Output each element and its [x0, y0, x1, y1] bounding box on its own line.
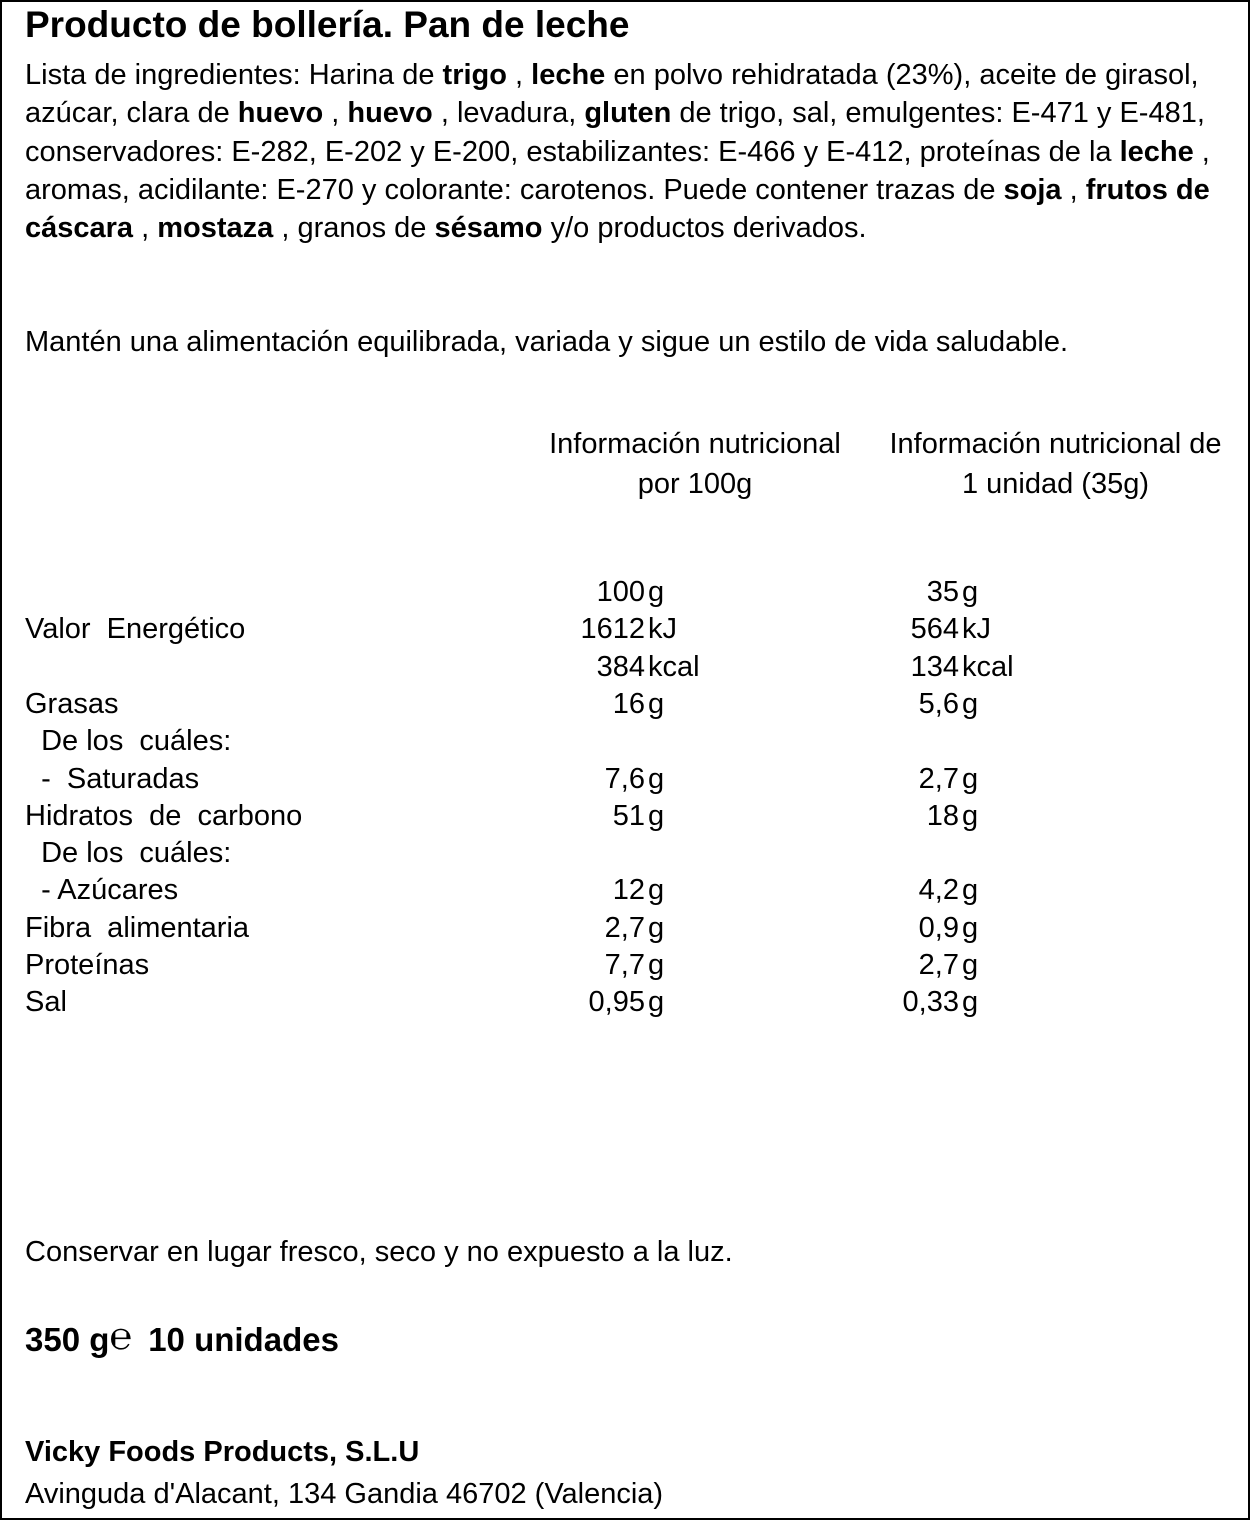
storage-instructions: Conservar en lugar fresco, seco y no expuesto a la luz. [25, 1236, 733, 1268]
value-per-unit [769, 912, 978, 945]
value-per-unit-unit: g [962, 687, 979, 720]
nutrient-label: Valor Energético [25, 613, 246, 646]
value-per-unit [769, 763, 978, 796]
value-per-100g-number: 2,7 [604, 911, 645, 944]
value-per-unit [769, 725, 962, 758]
nutrition-header-per-100g [530, 424, 860, 504]
health-tagline: Mantén una alimentación equilibrada, variada y sigue un estilo de vida saludable. [25, 326, 1069, 358]
value-per-100g-number: 0,95 [588, 986, 645, 1019]
value-per-unit-unit: kcal [962, 650, 1014, 683]
value-per-unit [769, 986, 978, 1019]
allergen: huevo [237, 97, 324, 130]
nutrient-label: De los cuáles: [25, 837, 232, 870]
value-per-100g-unit: g [648, 576, 665, 608]
ingredients-text: y/o productos derivados. [542, 212, 867, 245]
allergen: trigo [442, 59, 507, 91]
value-per-unit-number: 18 [926, 799, 959, 832]
ingredients-text: , [133, 212, 158, 245]
value-per-100g [455, 800, 664, 833]
value-per-100g [455, 576, 664, 609]
value-per-100g-number: 16 [612, 687, 645, 720]
value-per-unit-unit: g [962, 799, 979, 832]
nutrition-header-per-100g-line2: por 100g [637, 468, 753, 500]
allergen: soja [1003, 173, 1062, 206]
allergen: leche [531, 59, 606, 91]
value-per-unit-number: 2,7 [918, 949, 959, 981]
allergen: mostaza [157, 212, 274, 245]
nutrition-header-per-unit [868, 424, 1243, 504]
value-per-unit-unit: g [962, 762, 979, 795]
ingredients-text: , levadura, [432, 97, 585, 130]
value-per-unit [769, 613, 991, 646]
nutrient-label: Hidratos de carbono [25, 799, 303, 832]
allergen: huevo [347, 97, 433, 130]
value-per-100g-unit: g [648, 911, 665, 944]
ingredients-text: Lista de ingredientes: Harina de [25, 59, 443, 91]
value-per-unit-unit: g [962, 911, 979, 944]
value-per-100g [455, 725, 648, 758]
value-per-100g-number: 7,6 [604, 762, 645, 795]
nutrient-label: De los cuáles: [25, 725, 232, 758]
value-per-100g-number: 384 [596, 650, 645, 683]
value-per-100g-unit: kcal [648, 650, 700, 683]
value-per-100g [455, 874, 664, 907]
value-per-unit [769, 837, 962, 870]
net-weight [25, 1316, 339, 1361]
value-per-unit-number: 0,9 [918, 911, 959, 944]
value-per-unit-unit: g [962, 576, 979, 608]
value-per-unit [769, 874, 978, 907]
value-per-unit-number: 134 [910, 650, 959, 683]
company-name: Vicky Foods Products, S.L.U [25, 1436, 420, 1468]
value-per-100g-unit: g [648, 874, 665, 907]
value-per-unit-unit: kJ [962, 613, 991, 646]
allergen: sésamo [434, 212, 543, 245]
nutrient-label: Proteínas [25, 949, 150, 981]
value-per-unit [769, 576, 978, 609]
value-per-unit [769, 800, 978, 833]
value-per-100g-unit: g [648, 687, 665, 720]
nutrient-label: Fibra alimentaria [25, 911, 250, 944]
unit-count: 10 unidades [148, 1321, 339, 1358]
value-per-100g [455, 763, 664, 796]
value-per-100g [455, 688, 664, 721]
value-per-100g [455, 986, 664, 1019]
value-per-100g-number: 12 [612, 874, 645, 907]
value-per-unit-unit: g [962, 949, 979, 981]
value-per-100g [455, 613, 677, 646]
nutrient-label: Sal [25, 986, 67, 1019]
value-per-100g-unit: g [648, 986, 665, 1019]
allergen: gluten [584, 97, 672, 130]
value-per-unit [769, 651, 1014, 684]
allergen: frutos de cáscara [25, 173, 1210, 245]
company-address: Avinguda d'Alacant, 134 Gandia 46702 (Valencia) [25, 1478, 664, 1510]
value-per-100g-unit: kJ [648, 613, 677, 646]
value-per-100g [455, 651, 700, 684]
value-per-unit-number: 5,6 [918, 687, 959, 720]
value-per-unit-unit: g [962, 986, 979, 1019]
allergen: leche [1119, 135, 1194, 168]
value-per-unit [769, 688, 978, 721]
value-per-100g-number: 100 [596, 576, 645, 608]
value-per-100g-unit: g [648, 949, 665, 981]
value-per-100g-unit: g [648, 799, 665, 832]
value-per-100g [455, 912, 664, 945]
ingredients-text: en polvo rehidratada (23%), aceite de girasol, azúcar, clara de [25, 59, 1199, 130]
ingredients-text: , [506, 59, 532, 91]
nutrition-header-per-unit-line1: Información nutricional de [889, 428, 1222, 460]
ingredients-text: , [323, 97, 348, 130]
value-per-100g-number: 51 [612, 799, 645, 832]
value-per-100g-unit: g [648, 762, 665, 795]
value-per-100g [455, 837, 648, 870]
ingredients-text: , aromas, acidilante: E-270 y colorante: carotenos. Puede contener trazas de [25, 135, 1210, 206]
value-per-unit-unit: g [962, 874, 979, 907]
ingredients-text: , [1061, 173, 1086, 206]
net-weight-value: 350 g [25, 1321, 110, 1358]
value-per-unit-number: 2,7 [918, 762, 959, 795]
value-per-unit-number: 4,2 [918, 874, 959, 907]
product-title: Producto de bollería. Pan de leche [25, 4, 630, 45]
value-per-unit-number: 564 [910, 613, 959, 646]
nutrition-header-per-100g-line1: Información nutricional [549, 428, 841, 460]
estimated-sign-icon: ℮ [109, 1314, 133, 1358]
value-per-100g [455, 949, 664, 982]
value-per-unit [769, 949, 978, 982]
value-per-100g-number: 7,7 [604, 949, 645, 981]
nutrient-label: - Saturadas [25, 762, 200, 795]
value-per-100g-number: 1612 [580, 613, 645, 646]
ingredients-text: de trigo, sal, emulgentes: E-471 y E-481, conservadores: E-282, E-202 y E-200, estabilizantes: E-466 y E-412, proteínas de la [25, 97, 1205, 168]
ingredients-text: , granos de [273, 212, 435, 245]
nutrition-header-per-unit-line2: 1 unidad (35g) [961, 468, 1150, 500]
value-per-unit-number: 35 [926, 576, 959, 608]
value-per-unit-number: 0,33 [902, 986, 959, 1019]
ingredients-list [25, 56, 1225, 247]
nutrient-label: Grasas [25, 687, 119, 720]
nutrient-label: - Azúcares [25, 874, 179, 907]
